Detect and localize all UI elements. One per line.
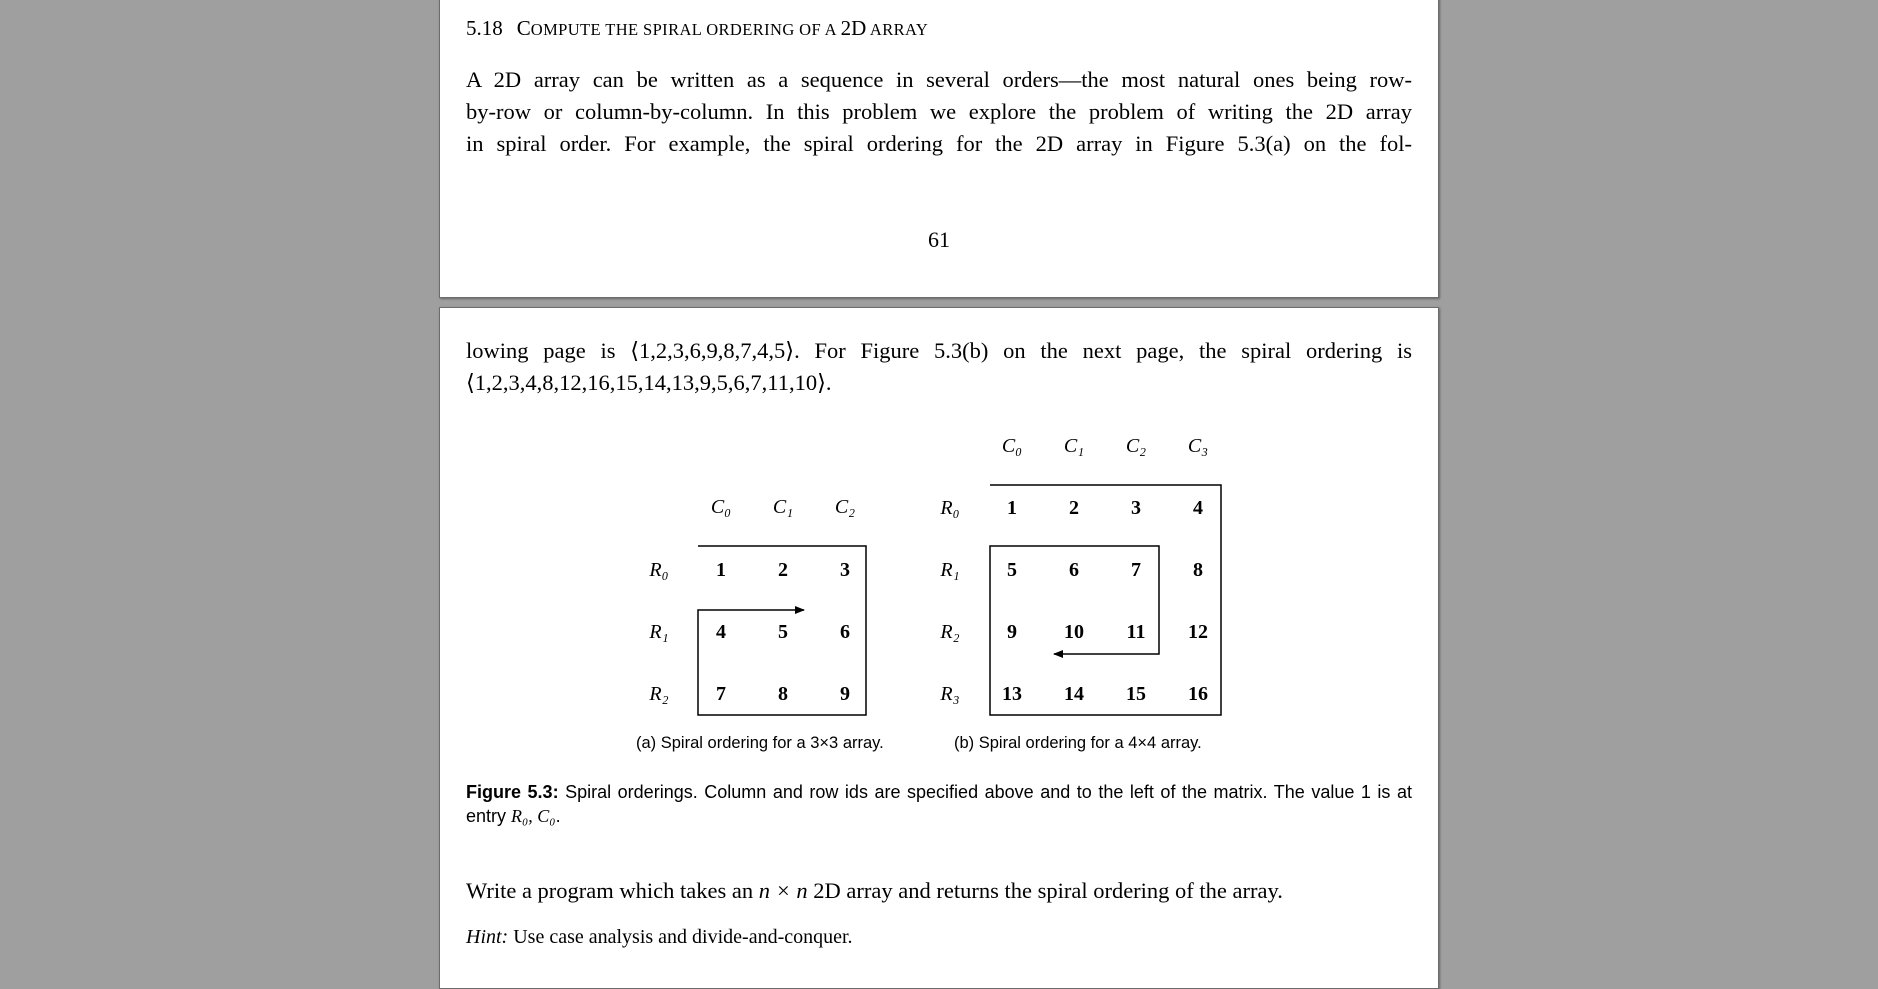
problem-text-after: 2D array and returns the spiral ordering of the array.	[807, 878, 1283, 903]
matrix-cell: 3	[840, 559, 850, 581]
matrix-cell: 14	[1064, 683, 1084, 705]
figure-5-3	[440, 308, 1438, 728]
hint	[466, 926, 853, 949]
col-label: C₂	[1125, 435, 1147, 457]
matrix-cell: 6	[1069, 559, 1079, 581]
row-label: R₃	[940, 683, 960, 705]
problem-math: n × n	[758, 878, 808, 903]
matrix-cell: 1	[1007, 497, 1017, 519]
matrix-cell: 7	[716, 683, 726, 705]
figure-a-diagram	[648, 496, 866, 715]
col-label: C₀	[710, 496, 732, 518]
matrix-cell: 6	[840, 621, 850, 643]
section-number: 5.18	[466, 16, 503, 40]
page-number: 61	[928, 227, 950, 252]
subcaption-b: (b) Spiral ordering for a 4×4 array.	[954, 734, 1202, 752]
paragraph-line: ⟨1,2,3,4,8,12,16,15,14,13,9,5,6,7,11,10⟩.	[466, 370, 832, 395]
matrix-cell: 11	[1126, 621, 1146, 643]
matrix-cell: 9	[840, 683, 850, 705]
matrix-cell: 10	[1064, 621, 1084, 643]
spiral-path-b	[990, 485, 1221, 715]
section-title-initial: C	[516, 16, 531, 40]
matrix-cell: 2	[1069, 497, 1079, 519]
matrix-cell: 8	[1193, 559, 1203, 581]
row-label: R₀	[940, 497, 960, 519]
section-title-smallcaps: OMPUTE THE SPIRAL ORDERING OF A	[530, 20, 841, 39]
caption-entry-math: R₀, C₀	[511, 806, 556, 826]
matrix-cell: 4	[1193, 497, 1203, 519]
matrix-cell: 15	[1126, 683, 1146, 705]
caption-entry-prefix: entry	[466, 806, 512, 826]
row-label: R₁	[649, 621, 669, 643]
matrix-cell: 7	[1131, 559, 1141, 581]
col-label: C₁	[1063, 435, 1085, 457]
matrix-cell: 2	[778, 559, 788, 581]
section-heading	[466, 16, 928, 41]
paragraph-line: A 2D array can be written as a sequence in several orders—the most natural ones being row-	[466, 67, 1412, 92]
matrix-cell: 16	[1188, 683, 1208, 705]
figure-caption-text: Spiral orderings. Column and row ids are specified above and to the left of the matrix. The value 1 is at	[565, 782, 1412, 802]
paragraph-line: in spiral order. For example, the spiral ordering for the 2D array in Figure 5.3(a) on the fol-	[466, 131, 1412, 156]
col-label: C₀	[1001, 435, 1023, 457]
figure-caption-line2	[466, 804, 561, 828]
figure-b-diagram	[939, 435, 1221, 715]
caption-entry-suffix: .	[555, 806, 561, 826]
row-label: R₁	[940, 559, 960, 581]
row-label: R₂	[649, 683, 669, 705]
matrix-cell: 5	[778, 621, 788, 643]
hint-label: Hint:	[466, 926, 509, 948]
paragraph-line: by-row or column-by-column. In this problem we explore the problem of writing the 2D array	[466, 99, 1412, 124]
intro-paragraph	[466, 64, 1412, 160]
matrix-cell: 9	[1007, 621, 1017, 643]
figure-caption	[466, 780, 1412, 804]
matrix-cell: 3	[1131, 497, 1141, 519]
problem-statement	[466, 878, 1283, 904]
figure-caption-label: Figure 5.3:	[466, 782, 559, 802]
row-label: R₀	[649, 559, 669, 581]
row-label: R₂	[940, 621, 960, 643]
col-label: C₁	[772, 496, 794, 518]
matrix-cell: 1	[716, 559, 726, 581]
section-title-tail: ARRAY	[866, 20, 929, 39]
col-label: C₂	[834, 496, 856, 518]
matrix-cell: 8	[778, 683, 788, 705]
book-page-61	[439, 0, 1439, 298]
col-label: C₃	[1187, 435, 1209, 457]
section-title-2d: 2D	[840, 16, 867, 40]
hint-text: Use case analysis and divide-and-conquer.	[508, 926, 853, 948]
matrix-cell: 5	[1007, 559, 1017, 581]
matrix-cell: 4	[716, 621, 726, 643]
subcaption-a: (a) Spiral ordering for a 3×3 array.	[636, 734, 884, 752]
matrix-cell: 12	[1188, 621, 1208, 643]
matrix-cell: 13	[1002, 683, 1022, 705]
problem-text-before: Write a program which takes an	[466, 878, 759, 903]
paragraph-line: lowing page is ⟨1,2,3,6,9,8,7,4,5⟩. For Figure 5.3(b) on the next page, the spiral ordering is	[466, 338, 1412, 363]
book-page-62	[439, 307, 1439, 989]
